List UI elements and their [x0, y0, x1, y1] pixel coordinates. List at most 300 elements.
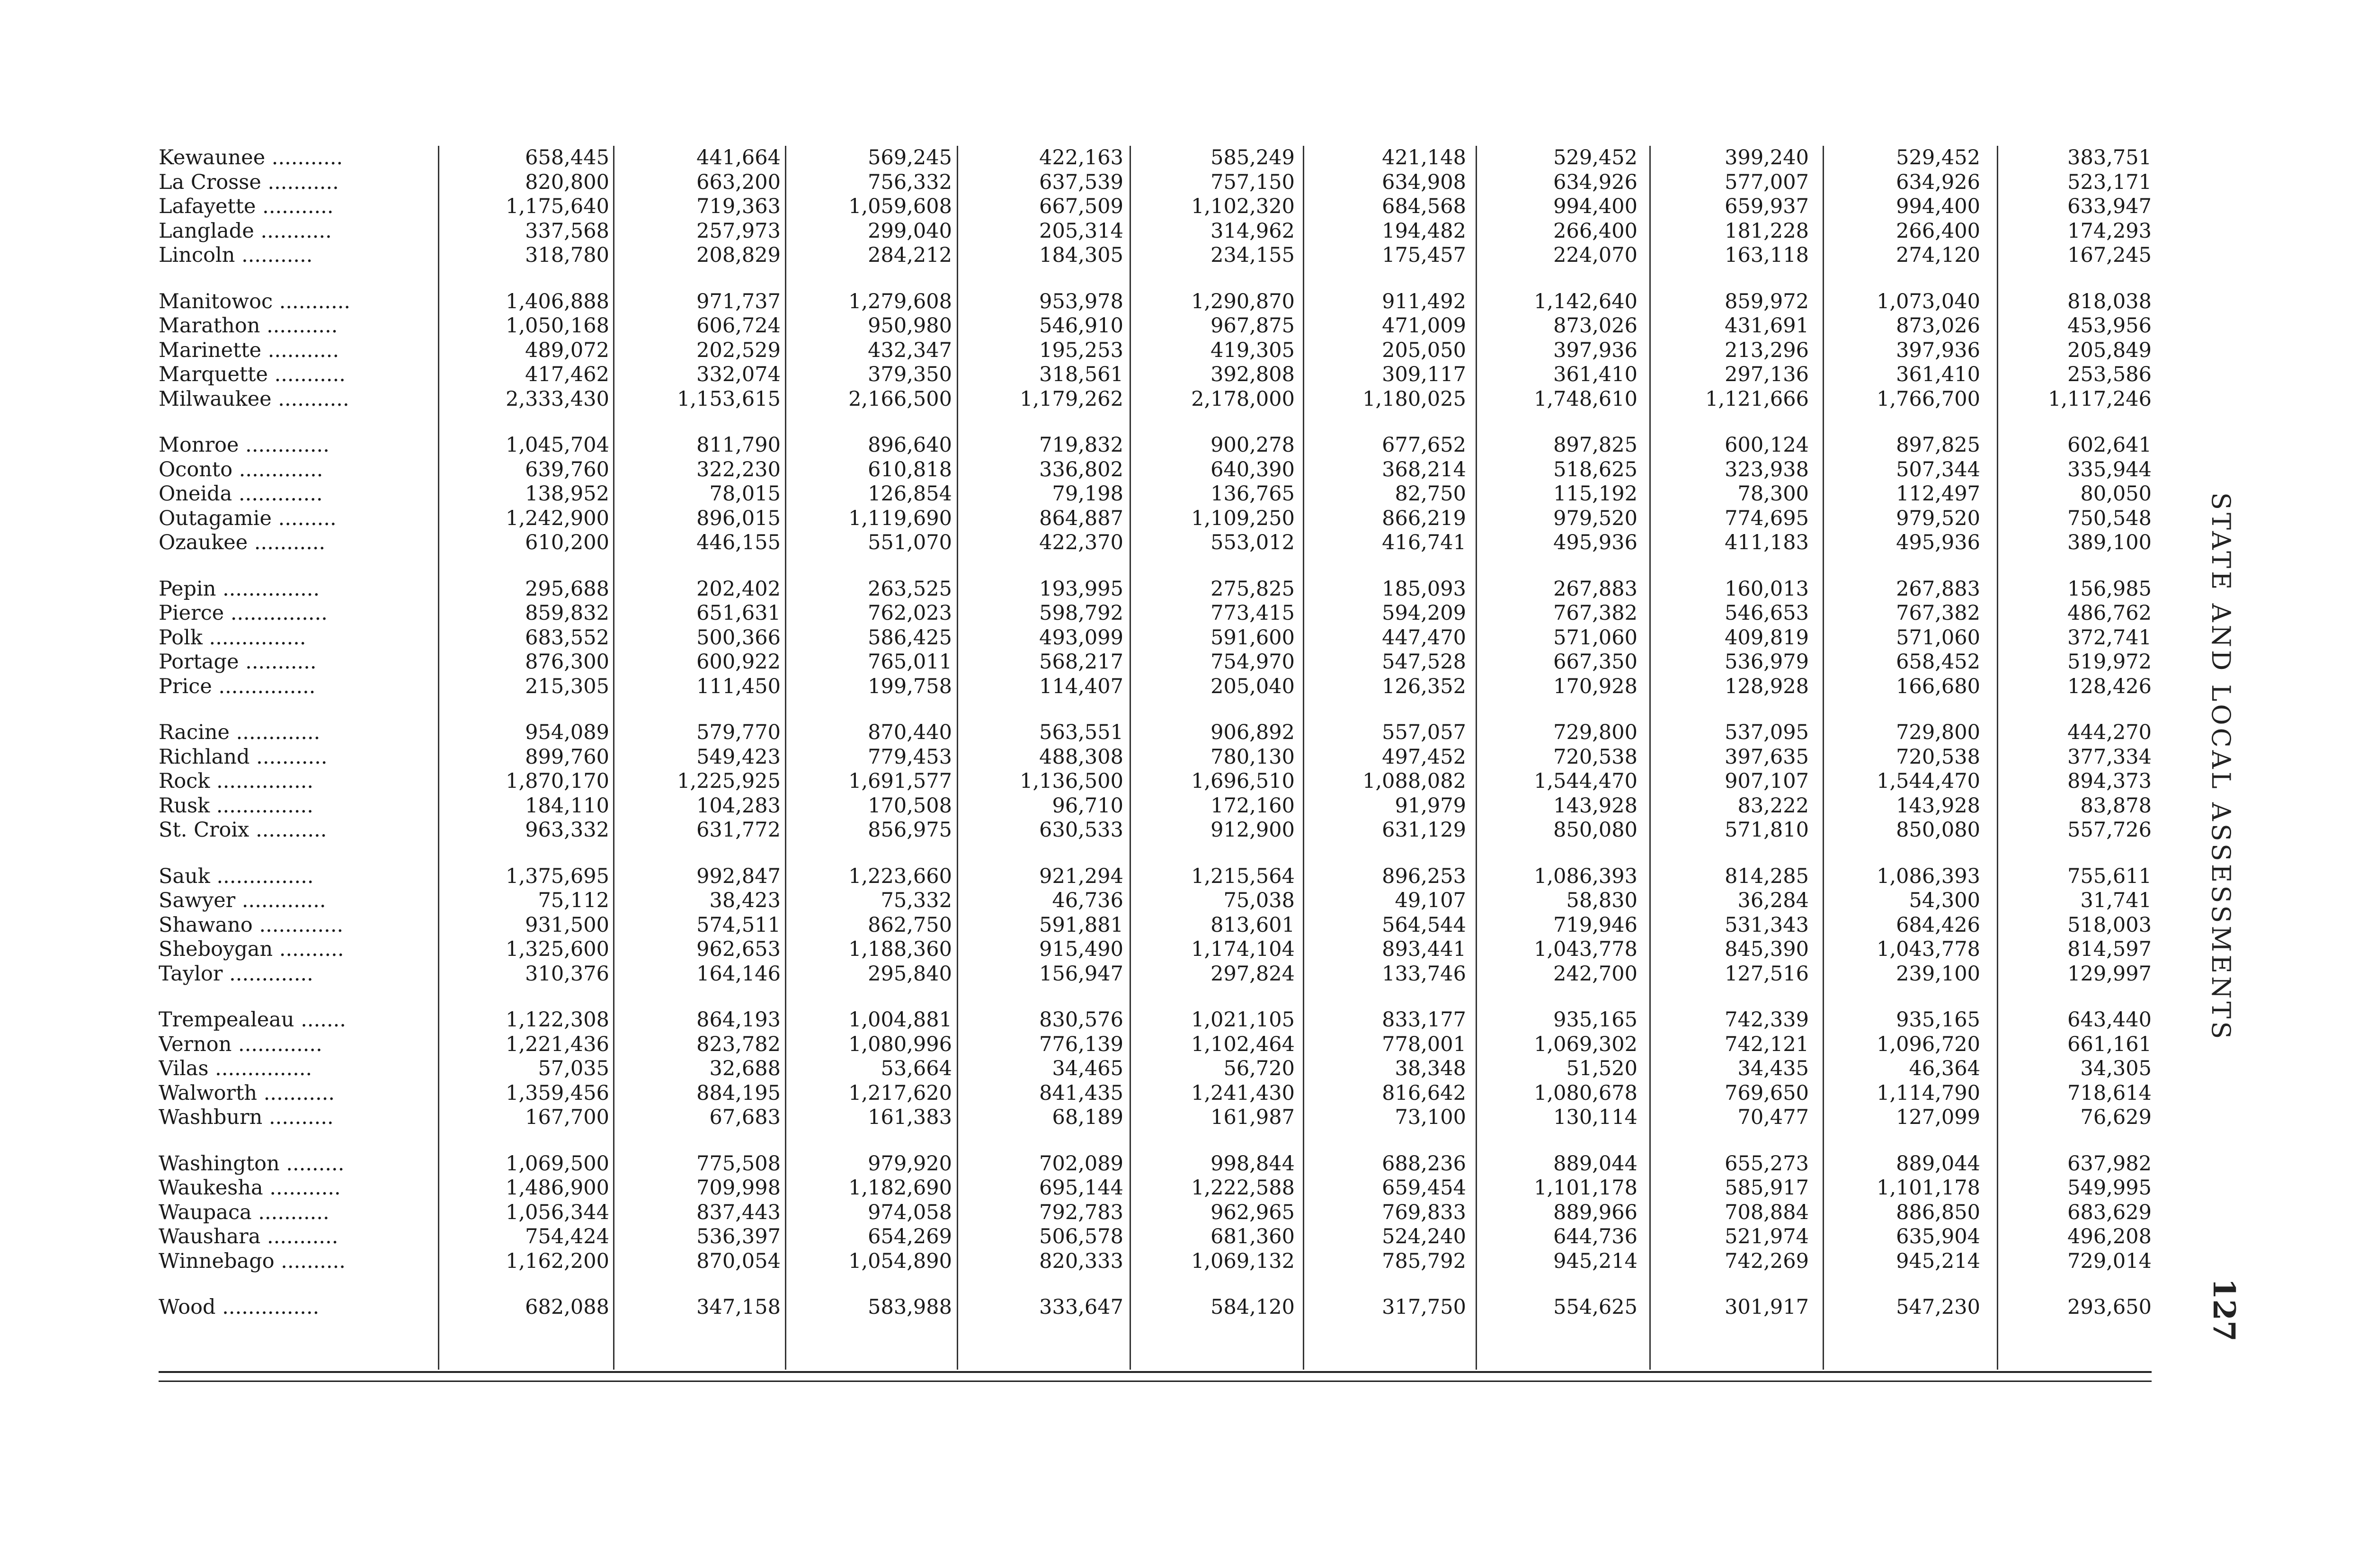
table-cell: 1,241,430 [1191, 1081, 1295, 1105]
table-cell: 574,511 [696, 913, 781, 937]
county-name: Pierce ............... [159, 601, 328, 625]
table-cell: 994,400 [1553, 195, 1637, 218]
table-cell: 411,183 [1725, 531, 1809, 554]
table-cell: 663,200 [696, 170, 781, 194]
table-cell: 486,762 [2067, 601, 2152, 625]
table-cell: 1,188,360 [848, 937, 952, 961]
table-cell: 1,748,610 [1534, 387, 1637, 411]
table-cell: 1,122,308 [506, 1008, 609, 1032]
table-cell: 399,240 [1725, 146, 1809, 169]
table-cell: 884,195 [696, 1081, 781, 1105]
table-cell: 600,124 [1725, 433, 1809, 457]
table-cell: 742,339 [1725, 1008, 1809, 1032]
table-cell: 266,400 [1553, 219, 1637, 243]
table-cell: 1,406,888 [506, 289, 609, 313]
table-cell: 489,072 [525, 338, 609, 362]
table-cell: 765,011 [868, 650, 952, 674]
column-divider [613, 146, 614, 1370]
table-cell: 185,093 [1382, 577, 1466, 601]
table-cell: 631,772 [696, 818, 781, 842]
table-cell: 639,760 [525, 457, 609, 481]
table-cell: 945,214 [1896, 1249, 1980, 1273]
table-cell: 239,100 [1896, 962, 1980, 986]
table-cell: 830,576 [1039, 1008, 1123, 1032]
table-cell: 762,023 [868, 601, 952, 625]
county-name: Manitowoc ........... [159, 289, 351, 313]
table-cell: 215,305 [525, 674, 609, 698]
table-cell: 322,230 [696, 457, 781, 481]
table-cell: 389,100 [2067, 531, 2152, 554]
county-name: Walworth ........... [159, 1081, 335, 1105]
table-row [159, 913, 2152, 938]
table-row [159, 339, 2152, 363]
table-cell: 911,492 [1382, 289, 1466, 313]
table-cell: 115,192 [1553, 482, 1637, 506]
table-cell: 655,273 [1725, 1151, 1809, 1176]
table-cell: 754,424 [525, 1225, 609, 1248]
table-cell: 813,601 [1210, 913, 1295, 937]
table-cell: 1,359,456 [506, 1081, 609, 1105]
table-cell: 845,390 [1725, 937, 1809, 961]
table-cell: 823,782 [696, 1032, 781, 1056]
table-cell: 83,222 [1737, 793, 1809, 818]
table-cell: 1,056,344 [506, 1200, 609, 1224]
table-cell: 557,057 [1382, 721, 1466, 744]
county-group [159, 433, 2152, 555]
table-cell: 267,883 [1896, 577, 1980, 601]
table-cell: 1,215,564 [1191, 864, 1295, 888]
table-cell: 1,225,925 [677, 769, 781, 793]
table-cell: 979,920 [868, 1151, 952, 1176]
table-cell: 1,223,660 [848, 864, 952, 888]
table-cell: 971,737 [696, 289, 781, 313]
table-cell: 129,997 [2067, 962, 2152, 986]
table-cell: 658,452 [1896, 650, 1980, 674]
group-spacer [159, 555, 2152, 577]
county-group [159, 1295, 2152, 1320]
county-name: Trempealeau ....... [159, 1008, 346, 1032]
table-row [159, 314, 2152, 339]
county-name: Oneida ............. [159, 482, 323, 506]
table-cell: 447,470 [1382, 625, 1466, 650]
table-cell: 224,070 [1553, 243, 1637, 267]
county-name: St. Croix ........... [159, 818, 327, 842]
table-cell: 945,214 [1553, 1249, 1637, 1273]
table-cell: 529,452 [1553, 146, 1637, 169]
table-cell: 962,965 [1210, 1200, 1295, 1224]
table-cell: 870,054 [696, 1249, 781, 1273]
table-cell: 184,110 [525, 793, 609, 818]
table-cell: 547,230 [1896, 1295, 1980, 1319]
table-cell: 563,551 [1039, 721, 1123, 744]
table-row [159, 1249, 2152, 1274]
table-cell: 372,741 [2067, 625, 2152, 650]
county-name: Racine ............. [159, 721, 320, 744]
table-cell: 776,139 [1039, 1032, 1123, 1056]
table-cell: 75,332 [881, 889, 952, 912]
table-cell: 897,825 [1553, 433, 1637, 457]
table-cell: 591,600 [1210, 625, 1295, 650]
table-cell: 136,765 [1210, 482, 1295, 506]
table-cell: 637,982 [2067, 1151, 2152, 1176]
county-name: Sheboygan .......... [159, 937, 344, 961]
table-cell: 57,035 [538, 1057, 609, 1080]
table-cell: 127,099 [1896, 1105, 1980, 1129]
table-cell: 138,952 [525, 482, 609, 506]
table-cell: 1,021,105 [1191, 1008, 1295, 1032]
county-group [159, 721, 2152, 843]
table-cell: 166,680 [1896, 674, 1980, 698]
running-head: STATE AND LOCAL ASSESSMENTS [2206, 492, 2236, 1042]
table-cell: 314,962 [1210, 219, 1295, 243]
table-cell: 755,611 [2067, 864, 2152, 888]
table-row [159, 721, 2152, 745]
county-name: Winnebago .......... [159, 1249, 346, 1273]
table-cell: 53,664 [881, 1057, 952, 1080]
table-cell: 422,370 [1039, 531, 1123, 554]
table-cell: 416,741 [1382, 531, 1466, 554]
table-cell: 634,926 [1553, 170, 1637, 194]
table-row [159, 889, 2152, 913]
table-cell: 935,165 [1553, 1008, 1637, 1032]
table-row [159, 458, 2152, 482]
table-cell: 213,296 [1725, 338, 1809, 362]
table-cell: 602,641 [2067, 433, 2152, 457]
county-name: Washington ......... [159, 1151, 345, 1176]
table-cell: 67,683 [709, 1105, 781, 1129]
table-cell: 56,720 [1223, 1057, 1295, 1080]
table-cell: 257,973 [696, 219, 781, 243]
table-row [159, 818, 2152, 843]
table-cell: 507,344 [1896, 457, 1980, 481]
table-cell: 998,844 [1210, 1151, 1295, 1176]
table-cell: 263,525 [868, 577, 952, 601]
table-cell: 896,253 [1382, 864, 1466, 888]
table-cell: 594,209 [1382, 601, 1466, 625]
table-cell: 68,189 [1052, 1105, 1123, 1129]
table-cell: 637,539 [1039, 170, 1123, 194]
table-cell: 1,080,996 [848, 1032, 952, 1056]
table-cell: 441,664 [696, 146, 781, 169]
table-cell: 397,936 [1896, 338, 1980, 362]
county-name: Marathon ........... [159, 314, 338, 338]
table-cell: 571,060 [1896, 625, 1980, 650]
table-cell: 397,635 [1725, 745, 1809, 769]
table-cell: 896,640 [868, 433, 952, 457]
table-cell: 488,308 [1039, 745, 1123, 769]
table-cell: 1,073,040 [1877, 289, 1980, 313]
county-group [159, 146, 2152, 268]
table-cell: 34,465 [1052, 1057, 1123, 1080]
table-cell: 870,440 [868, 721, 952, 744]
table-cell: 992,847 [696, 864, 781, 888]
table-cell: 859,972 [1725, 289, 1809, 313]
table-cell: 496,208 [2067, 1225, 2152, 1248]
table-cell: 659,454 [1382, 1176, 1466, 1200]
table-cell: 979,520 [1896, 506, 1980, 530]
table-cell: 889,966 [1553, 1200, 1637, 1224]
table-cell: 1,153,615 [677, 387, 781, 411]
table-cell: 1,117,246 [2048, 387, 2152, 411]
table-cell: 1,043,778 [1534, 937, 1637, 961]
county-name: Lincoln ........... [159, 243, 313, 267]
table-row [159, 363, 2152, 387]
table-cell: 1,691,577 [848, 769, 952, 793]
table-cell: 651,631 [696, 601, 781, 625]
table-cell: 915,490 [1039, 937, 1123, 961]
table-cell: 495,936 [1896, 531, 1980, 554]
table-cell: 866,219 [1382, 506, 1466, 530]
table-cell: 659,937 [1725, 195, 1809, 218]
table-cell: 323,938 [1725, 457, 1809, 481]
table-cell: 779,453 [868, 745, 952, 769]
table-cell: 167,245 [2067, 243, 2152, 267]
table-cell: 564,544 [1382, 913, 1466, 937]
table-cell: 1,109,250 [1191, 506, 1295, 530]
county-name: Sawyer ............. [159, 889, 326, 912]
table-cell: 876,300 [525, 650, 609, 674]
table-cell: 896,015 [696, 506, 781, 530]
table-cell: 518,625 [1553, 457, 1637, 481]
table-cell: 75,038 [1223, 889, 1295, 912]
table-cell: 46,736 [1052, 889, 1123, 912]
table-cell: 392,808 [1210, 363, 1295, 386]
table-cell: 1,242,900 [506, 506, 609, 530]
table-cell: 864,193 [696, 1008, 781, 1032]
table-cell: 1,102,320 [1191, 195, 1295, 218]
table-cell: 683,552 [525, 625, 609, 650]
table-cell: 523,171 [2067, 170, 2152, 194]
table-cell: 1,279,608 [848, 289, 952, 313]
county-name: Monroe ............. [159, 433, 329, 457]
county-name: Rusk ............... [159, 793, 313, 818]
table-cell: 720,538 [1896, 745, 1980, 769]
table-cell: 193,995 [1039, 577, 1123, 601]
table-cell: 640,390 [1210, 457, 1295, 481]
table-cell: 500,366 [696, 625, 781, 650]
table-cell: 112,497 [1896, 482, 1980, 506]
table-row [159, 219, 2152, 244]
county-name: Wood ............... [159, 1295, 320, 1319]
table-cell: 493,099 [1039, 625, 1123, 650]
table-cell: 195,253 [1039, 338, 1123, 362]
table-cell: 780,130 [1210, 745, 1295, 769]
table-cell: 1,114,790 [1877, 1081, 1980, 1105]
table-cell: 79,198 [1052, 482, 1123, 506]
table-cell: 1,050,168 [506, 314, 609, 338]
table-cell: 444,270 [2067, 721, 2152, 744]
table-cell: 36,284 [1737, 889, 1809, 912]
table-cell: 2,333,430 [506, 387, 609, 411]
table-cell: 1,086,393 [1877, 864, 1980, 888]
table-cell: 58,830 [1566, 889, 1637, 912]
table-cell: 1,174,104 [1191, 937, 1295, 961]
table-cell: 172,160 [1210, 793, 1295, 818]
table-cell: 1,325,600 [506, 937, 609, 961]
table-cell: 778,001 [1382, 1032, 1466, 1056]
table-cell: 729,800 [1553, 721, 1637, 744]
county-name: Pepin ............... [159, 577, 320, 601]
table-cell: 2,166,500 [848, 387, 952, 411]
table-cell: 133,746 [1382, 962, 1466, 986]
group-spacer [159, 411, 2152, 433]
table-cell: 742,269 [1725, 1249, 1809, 1273]
table-row [159, 1295, 2152, 1320]
table-cell: 143,928 [1553, 793, 1637, 818]
table-cell: 130,114 [1553, 1105, 1637, 1129]
table-cell: 1,142,640 [1534, 289, 1637, 313]
table-cell: 2,178,000 [1191, 387, 1295, 411]
table-cell: 1,086,393 [1534, 864, 1637, 888]
table-cell: 654,269 [868, 1225, 952, 1248]
county-name: Vernon ............. [159, 1032, 322, 1056]
table-cell: 571,060 [1553, 625, 1637, 650]
table-cell: 529,452 [1896, 146, 1980, 169]
table-cell: 1,222,588 [1191, 1176, 1295, 1200]
table-cell: 897,825 [1896, 433, 1980, 457]
table-cell: 729,800 [1896, 721, 1980, 744]
table-cell: 551,070 [868, 531, 952, 554]
table-cell: 677,652 [1382, 433, 1466, 457]
table-cell: 912,900 [1210, 818, 1295, 842]
table-cell: 205,040 [1210, 674, 1295, 698]
county-name: Oconto ............. [159, 457, 323, 481]
column-divider [438, 146, 439, 1370]
table-cell: 816,642 [1382, 1081, 1466, 1105]
table-cell: 536,397 [696, 1225, 781, 1248]
county-name: Marquette ........... [159, 363, 346, 386]
table-cell: 266,400 [1896, 219, 1980, 243]
table-row [159, 146, 2152, 170]
table-cell: 127,516 [1725, 962, 1809, 986]
table-cell: 610,818 [868, 457, 952, 481]
table-cell: 967,875 [1210, 314, 1295, 338]
county-name: La Crosse ........... [159, 170, 339, 194]
table-cell: 683,629 [2067, 1200, 2152, 1224]
table-cell: 78,300 [1737, 482, 1809, 506]
table-cell: 167,700 [525, 1105, 609, 1129]
table-cell: 631,129 [1382, 818, 1466, 842]
table-cell: 729,014 [2067, 1249, 2152, 1273]
table-cell: 850,080 [1896, 818, 1980, 842]
table-cell: 850,080 [1553, 818, 1637, 842]
table-cell: 719,946 [1553, 913, 1637, 937]
table-cell: 83,878 [2080, 793, 2152, 818]
table-cell: 34,435 [1737, 1057, 1809, 1080]
table-cell: 1,486,900 [506, 1176, 609, 1200]
group-spacer [159, 268, 2152, 290]
table-cell: 446,155 [696, 531, 781, 554]
table-cell: 143,928 [1896, 793, 1980, 818]
table-cell: 658,445 [525, 146, 609, 169]
table-cell: 775,508 [696, 1151, 781, 1176]
table-row [159, 243, 2152, 268]
column-divider [1823, 146, 1824, 1370]
table-row [159, 577, 2152, 602]
table-cell: 318,561 [1039, 363, 1123, 386]
table-row [159, 675, 2152, 699]
table-cell: 568,217 [1039, 650, 1123, 674]
table-cell: 742,121 [1725, 1032, 1809, 1056]
county-name: Marinette ........... [159, 338, 339, 362]
table-cell: 521,974 [1725, 1225, 1809, 1248]
table-cell: 1,544,470 [1534, 769, 1637, 793]
table-cell: 634,908 [1382, 170, 1466, 194]
table-cell: 695,144 [1039, 1176, 1123, 1200]
table-cell: 80,050 [2080, 482, 2152, 506]
table-cell: 421,148 [1382, 146, 1466, 169]
table-cell: 379,350 [868, 363, 952, 386]
table-cell: 1,043,778 [1877, 937, 1980, 961]
table-cell: 862,750 [868, 913, 952, 937]
table-cell: 907,107 [1725, 769, 1809, 793]
table-row [159, 769, 2152, 794]
table-cell: 900,278 [1210, 433, 1295, 457]
county-name: Washburn .......... [159, 1105, 334, 1129]
table-cell: 859,832 [525, 601, 609, 625]
table-cell: 837,443 [696, 1200, 781, 1224]
table-cell: 301,917 [1725, 1295, 1809, 1319]
table-cell: 293,650 [2067, 1295, 2152, 1319]
table-cell: 234,155 [1210, 243, 1295, 267]
table-cell: 549,995 [2067, 1176, 2152, 1200]
table-cell: 337,568 [525, 219, 609, 243]
county-group [159, 864, 2152, 987]
table-cell: 1,101,178 [1877, 1176, 1980, 1200]
table-cell: 537,095 [1725, 721, 1809, 744]
table-cell: 361,410 [1553, 363, 1637, 386]
table-cell: 818,038 [2067, 289, 2152, 313]
table-cell: 333,647 [1039, 1295, 1123, 1319]
table-cell: 1,101,178 [1534, 1176, 1637, 1200]
table-cell: 46,364 [1909, 1057, 1980, 1080]
table-cell: 814,285 [1725, 864, 1809, 888]
table-cell: 720,538 [1553, 745, 1637, 769]
table-cell: 104,283 [696, 793, 781, 818]
table-cell: 524,240 [1382, 1225, 1466, 1248]
table-cell: 76,629 [2080, 1105, 2152, 1129]
table-cell: 954,089 [525, 721, 609, 744]
table-cell: 1,069,302 [1534, 1032, 1637, 1056]
table-cell: 536,979 [1725, 650, 1809, 674]
table-cell: 170,508 [868, 793, 952, 818]
table-cell: 38,423 [709, 889, 781, 912]
table-cell: 921,294 [1039, 864, 1123, 888]
group-spacer [159, 699, 2152, 721]
table-cell: 495,936 [1553, 531, 1637, 554]
table-cell: 963,332 [525, 818, 609, 842]
table-cell: 899,760 [525, 745, 609, 769]
table-cell: 757,150 [1210, 170, 1295, 194]
table-cell: 310,376 [525, 962, 609, 986]
table-cell: 864,887 [1039, 506, 1123, 530]
table-cell: 554,625 [1553, 1295, 1637, 1319]
table-cell: 32,688 [709, 1057, 781, 1080]
table-cell: 295,688 [525, 577, 609, 601]
table-cell: 547,528 [1382, 650, 1466, 674]
table-row [159, 1225, 2152, 1249]
table-cell: 569,245 [868, 146, 952, 169]
table-cell: 719,363 [696, 195, 781, 218]
table-cell: 1,121,666 [1705, 387, 1809, 411]
table-cell: 546,910 [1039, 314, 1123, 338]
table-cell: 126,352 [1382, 674, 1466, 698]
table-cell: 906,892 [1210, 721, 1295, 744]
table-cell: 1,119,690 [848, 506, 952, 530]
table-cell: 274,120 [1896, 243, 1980, 267]
table-cell: 531,343 [1725, 913, 1809, 937]
county-name: Waushara ........... [159, 1225, 338, 1248]
